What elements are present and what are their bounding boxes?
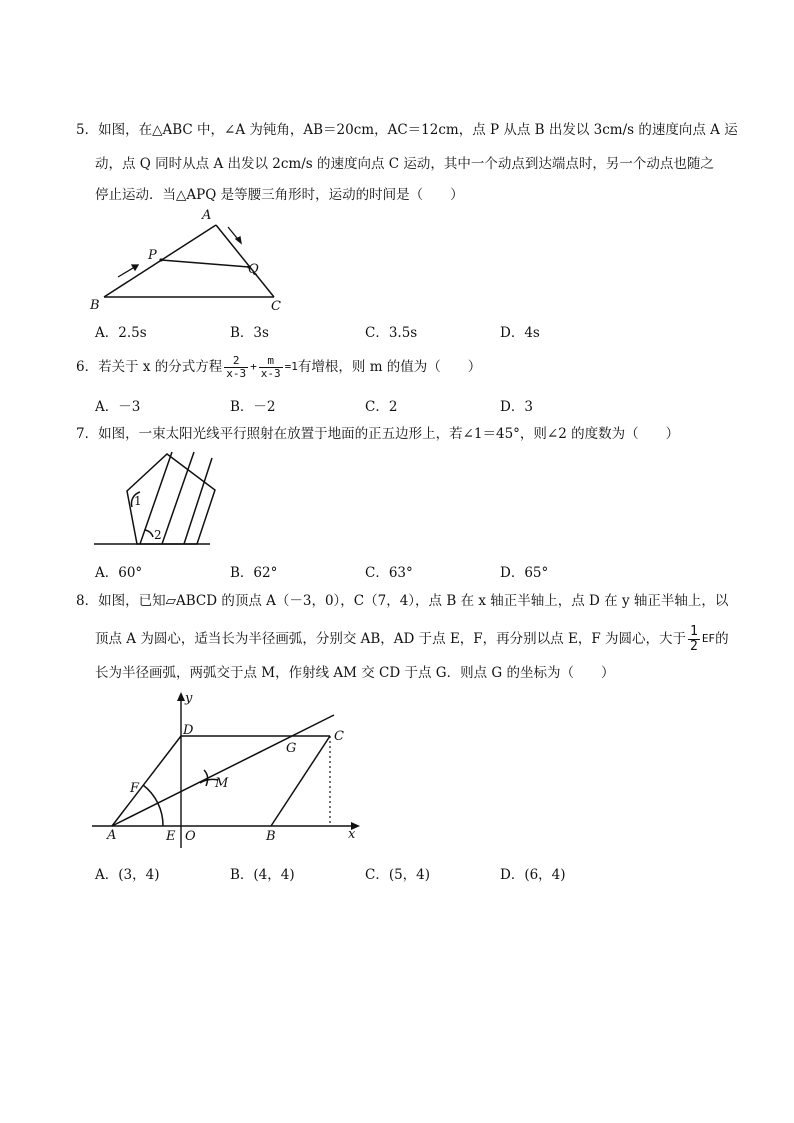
q8-label-y: y [185, 691, 193, 706]
q8-label-G: G [286, 741, 297, 756]
q8-text-line3: 长为半径画弧，两弧交于点 M，作射线 AM 交 CD 于点 G．则点 G 的坐标为（ ） [95, 665, 615, 681]
q5-label-B: B [90, 298, 100, 313]
q8-option-b[interactable]: B．(4，4) [230, 867, 295, 883]
q8-text-line1: 8．如图，已知▱ABCD 的顶点 A（－3，0），C（7，4），点 B 在 x 轴正半轴上，点 D 在 y 轴正半轴上，以 [76, 593, 729, 609]
q7-option-d[interactable]: D．65° [500, 565, 549, 581]
q7-pentagon-figure [92, 450, 222, 550]
q8-coordinate-figure [90, 690, 370, 850]
q5-text-line3: 停止运动．当△APQ 是等腰三角形时，运动的时间是（ ） [95, 187, 464, 203]
q8-label-D: D [183, 723, 194, 738]
q5-option-c[interactable]: C．3.5s [365, 325, 418, 341]
q8-text-line2 [95, 622, 729, 656]
q8-label-C: C [334, 729, 344, 744]
q8-frac-after: EF [701, 632, 716, 645]
q6-fraction-2 [259, 355, 283, 380]
q8-label-x: x [348, 827, 356, 842]
q8-line2-post: 的 [715, 631, 729, 647]
q7-option-c[interactable]: C．63° [365, 565, 413, 581]
q5-label-P: P [148, 248, 157, 263]
q8-label-F: F [130, 781, 140, 796]
q6-frac1-numerator: 2 [224, 355, 248, 368]
q5-triangle-figure [88, 205, 298, 317]
q8-frac-numerator: 1 [689, 623, 698, 639]
q8-option-d[interactable]: D．(6，4) [500, 867, 566, 883]
q8-option-a[interactable]: A．(3，4) [95, 867, 160, 883]
q8-label-A: A [107, 828, 117, 843]
q6-plus: + [250, 360, 257, 373]
q6-text [76, 352, 481, 382]
q5-text-line2: 动，点 Q 同时从点 A 出发以 2cm/s 的速度向点 C 运动，其中一个动点到达端点时，另一个动点也随之 [95, 156, 714, 172]
q6-option-c[interactable]: C．2 [365, 399, 398, 415]
q5-label-Q: Q [248, 262, 259, 277]
q8-option-c[interactable]: C．(5，4) [365, 867, 431, 883]
q8-fraction [688, 625, 700, 654]
q6-frac2-denominator: x-3 [260, 366, 281, 380]
q5-option-b[interactable]: B．3s [230, 325, 269, 341]
q7-text-line1: 7．如图，一束太阳光线平行照射在放置于地面的正五边形上，若∠1＝45°，则∠2 的度数为（ ） [76, 426, 680, 442]
q6-option-b[interactable]: B．－2 [230, 399, 276, 415]
q7-option-b[interactable]: B．62° [230, 565, 278, 581]
q7-angle-2-label: 2 [154, 528, 162, 542]
q5-text-line1: 5．如图，在△ABC 中，∠A 为钝角，AB＝20cm，AC＝12cm，点 P 从点 B 出发以 3cm/s 的速度向点 A 运 [76, 122, 738, 138]
q5-option-d[interactable]: D．4s [500, 325, 540, 341]
q8-label-B: B [266, 829, 276, 844]
q7-angle-1-label: 1 [134, 494, 142, 508]
q8-label-E: E [166, 829, 176, 844]
q8-frac-denominator: 2 [689, 638, 698, 654]
q6-equals: =1 [284, 360, 298, 373]
q6-fraction-1 [224, 355, 248, 380]
q6-frac2-numerator: m [259, 355, 283, 368]
q7-option-a[interactable]: A．60° [95, 565, 143, 581]
q8-label-M: M [215, 776, 229, 791]
q6-prefix: 6．若关于 x 的分式方程 [76, 359, 223, 375]
q6-frac1-denominator: x-3 [226, 366, 247, 380]
q8-label-O: O [185, 829, 196, 844]
q5-label-C: C [271, 299, 281, 314]
q8-line2-pre: 顶点 A 为圆心，适当长为半径画弧，分别交 AB，AD 于点 E，F，再分别以点 E，F 为圆心，大于 [95, 631, 686, 647]
q6-option-a[interactable]: A．－3 [95, 399, 141, 415]
q5-label-A: A [202, 208, 212, 223]
q5-option-a[interactable]: A．2.5s [95, 325, 147, 341]
q6-option-d[interactable]: D．3 [500, 399, 533, 415]
q6-suffix: 有增根，则 m 的值为（ ） [297, 359, 482, 375]
